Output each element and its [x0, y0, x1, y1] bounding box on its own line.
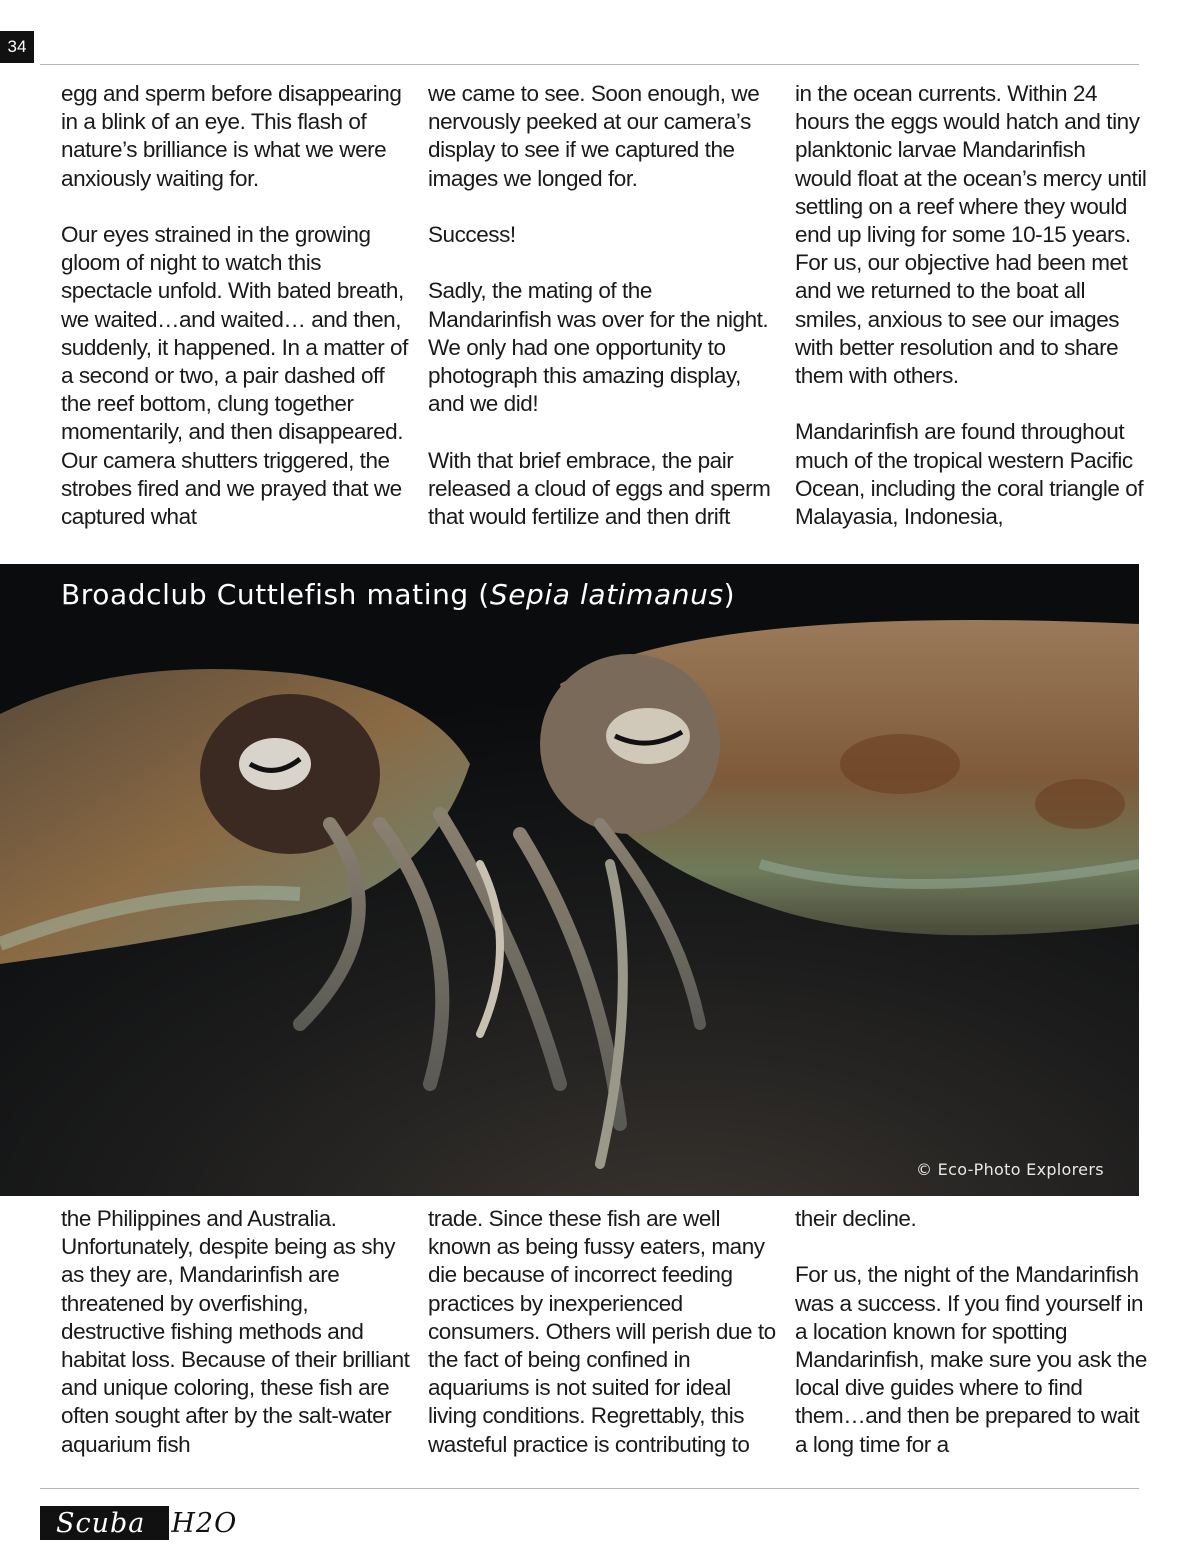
- footer-rule: [40, 1488, 1139, 1489]
- paragraph: their decline.: [795, 1206, 917, 1231]
- photo-credit: © Eco-Photo Explorers: [916, 1160, 1104, 1179]
- article-column-1-bottom: [61, 1205, 413, 1459]
- cuttlefish-illustration: [0, 564, 1139, 1196]
- page-number: 34: [0, 31, 34, 63]
- caption-close: ): [723, 578, 736, 611]
- paragraph: Our eyes strained in the growing gloom of night to watch this spectacle unfold. With bated breath, we waited…and waited… and then, suddenly, it happened. In a matter of a second or two, a pair dashed off the reef bottom, clung together momentarily, and then disappeared. Our camera shutters triggered, the strobes fired and we prayed that we captured what: [61, 222, 408, 530]
- paragraph: For us, the night of the Mandarinfish was a success. If you find yourself in a location known for spotting Mandarinfish, make sure you ask the local dive guides where to find them…and then be prepared to wait a long time for a: [795, 1262, 1147, 1457]
- article-column-2-bottom: [428, 1205, 780, 1459]
- paragraph: the Philippines and Australia. Unfortunately, despite being as shy as they are, Mandarinfish are threatened by overfishing, destructive fishing methods and habitat loss. Because of their brilliant and unique coloring, these fish are often sought after by the salt-water aquarium fish: [61, 1206, 410, 1457]
- magazine-logo: [40, 1506, 237, 1540]
- article-column-2-top: [428, 80, 780, 531]
- left-cuttlefish-eye: [239, 738, 311, 790]
- paragraph: Mandarinfish are found throughout much of the tropical western Pacific Ocean, including the coral triangle of Malayasia, Indonesia,: [795, 419, 1144, 530]
- logo-h2o: H2O: [171, 1507, 238, 1539]
- cuttlefish-photo: [0, 564, 1139, 1196]
- paragraph: With that brief embrace, the pair released a cloud of eggs and sperm that would fertilize and then drift: [428, 447, 771, 529]
- paragraph: trade. Since these fish are well known as being fussy eaters, many die because of incorrect feeding practices by inexperienced consumers. Others will perish due to the fact of being confined in aquariums is not suited for ideal living conditions. Regrettably, this wasteful practice is contributing to: [428, 1206, 776, 1457]
- photo-caption: [61, 578, 735, 611]
- header-rule: [40, 64, 1139, 65]
- caption-species: Sepia latimanus: [489, 578, 724, 611]
- caption-text: Broadclub Cuttlefish mating (: [61, 578, 490, 611]
- paragraph: in the ocean currents. Within 24 hours the eggs would hatch and tiny planktonic larvae Mandarinfish would float at the ocean’s mercy until settling on a reef where they would end up living for some 10-15 years. For us, our objective had been met and we returned to the boat all smiles, anxious to see our images with better resolution and to share them with others.: [795, 81, 1147, 389]
- article-column-1-top: [61, 80, 413, 531]
- paragraph: Success!: [428, 222, 516, 247]
- paragraph: Sadly, the mating of the Mandarinfish was over for the night. We only had one opportunity to photograph this amazing display, and we did!: [428, 278, 769, 417]
- article-column-3-bottom: [795, 1205, 1147, 1459]
- logo-scuba: Scuba: [40, 1506, 169, 1540]
- paragraph: we came to see. Soon enough, we nervously peeked at our camera’s display to see if we captured the images we longed for.: [428, 81, 760, 191]
- article-column-3-top: [795, 80, 1147, 531]
- paragraph: egg and sperm before disappearing in a blink of an eye. This flash of nature’s brilliance is what we were anxiously waiting for.: [61, 81, 402, 191]
